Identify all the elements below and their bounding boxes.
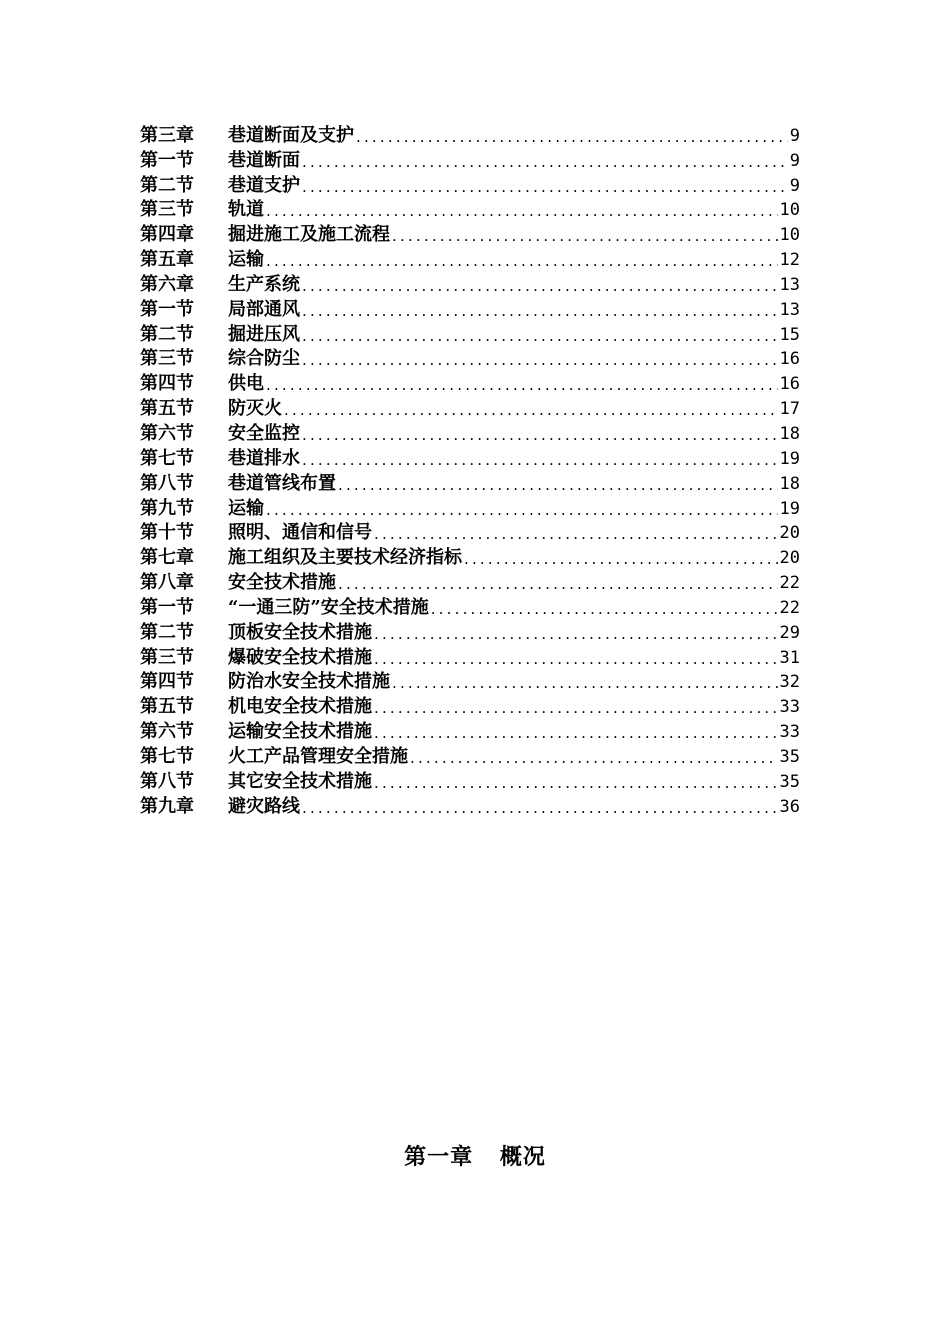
toc-entry-number: 第二节: [140, 323, 194, 345]
toc-entry-title: 火工产品管理安全措施: [228, 745, 408, 767]
toc-dot-leader: [374, 523, 778, 545]
toc-entry-title: 运输: [228, 249, 264, 271]
toc-entry-number: 第四节: [140, 671, 194, 693]
toc-entry[interactable]: [140, 247, 800, 272]
toc-entry[interactable]: [140, 396, 800, 421]
toc-entry[interactable]: [140, 173, 800, 198]
toc-entry[interactable]: [140, 645, 800, 670]
toc-entry[interactable]: [140, 222, 800, 247]
toc-dot-leader: [266, 200, 778, 222]
toc-entry-title: 运输: [228, 497, 264, 519]
toc-entry-page: 32: [779, 672, 800, 693]
toc-entry-title: 巷道管线布置: [228, 472, 336, 494]
toc-dot-leader: [266, 250, 778, 272]
toc-dot-leader: [302, 797, 778, 819]
toc-entry-title: 机电安全技术措施: [228, 696, 372, 718]
toc-dot-leader: [338, 474, 778, 496]
toc-entry[interactable]: [140, 545, 800, 570]
toc-entry-number: 第四节: [140, 373, 194, 395]
toc-entry-number: 第三节: [140, 646, 194, 668]
toc-entry-number: 第五章: [140, 249, 194, 271]
toc-entry[interactable]: [140, 496, 800, 521]
toc-entry-page: 16: [779, 374, 800, 395]
toc-entry[interactable]: [140, 769, 800, 794]
toc-dot-leader: [374, 772, 778, 794]
toc-entry-title: 防灭火: [228, 398, 282, 420]
toc-entry-number: 第五节: [140, 696, 194, 718]
toc-entry-number: 第六节: [140, 422, 194, 444]
toc-entry-page: 19: [779, 498, 800, 519]
toc-entry-page: 10: [779, 225, 800, 246]
toc-entry[interactable]: [140, 347, 800, 372]
toc-entry[interactable]: [140, 620, 800, 645]
toc-entry-page: 35: [779, 771, 800, 792]
toc-entry[interactable]: [140, 744, 800, 769]
toc-entry-title: 巷道断面及支护: [228, 124, 354, 146]
toc-entry-title: 其它安全技术措施: [228, 770, 372, 792]
toc-entry-title: 运输安全技术措施: [228, 721, 372, 743]
toc-entry-page: 18: [779, 473, 800, 494]
toc-entry-number: 第八章: [140, 572, 194, 594]
toc-dot-leader: [302, 349, 778, 371]
toc-entry-page: 13: [779, 274, 800, 295]
toc-entry-title: 施工组织及主要技术经济指标: [228, 547, 462, 569]
toc-entry-number: 第八节: [140, 472, 194, 494]
toc-dot-leader: [302, 300, 778, 322]
toc-entry[interactable]: [140, 148, 800, 173]
toc-entry-title: 安全技术措施: [228, 572, 336, 594]
toc-entry-number: 第七节: [140, 447, 194, 469]
toc-entry[interactable]: [140, 719, 800, 744]
toc-entry[interactable]: [140, 471, 800, 496]
toc-dot-leader: [302, 275, 778, 297]
toc-entry-number: 第二节: [140, 621, 194, 643]
toc-entry[interactable]: [140, 446, 800, 471]
toc-entry-page: 18: [779, 423, 800, 444]
toc-entry-number: 第九节: [140, 497, 194, 519]
toc-entry-page: 31: [779, 647, 800, 668]
toc-entry[interactable]: [140, 421, 800, 446]
toc-entry[interactable]: [140, 694, 800, 719]
toc-dot-leader: [374, 623, 778, 645]
toc-entry-title: 照明、通信和信号: [228, 522, 372, 544]
toc-entry-title: 掘进施工及施工流程: [228, 224, 390, 246]
toc-dot-leader: [284, 399, 778, 421]
toc-entry-page: 9: [789, 150, 800, 171]
toc-entry-page: 17: [779, 399, 800, 420]
toc-dot-leader: [338, 573, 778, 595]
toc-dot-leader: [302, 325, 778, 347]
toc-dot-leader: [302, 176, 788, 198]
toc-dot-leader: [410, 747, 778, 769]
toc-entry-page: 20: [779, 523, 800, 544]
toc-entry-number: 第一节: [140, 298, 194, 320]
toc-dot-leader: [302, 449, 778, 471]
toc-entry-title: 巷道断面: [228, 149, 300, 171]
toc-dot-leader: [464, 548, 778, 570]
toc-dot-leader: [392, 225, 778, 247]
toc-dot-leader: [302, 151, 788, 173]
toc-dot-leader: [356, 126, 788, 148]
toc-entry-number: 第七节: [140, 745, 194, 767]
toc-entry-page: 9: [789, 125, 800, 146]
toc-entry-number: 第六章: [140, 273, 194, 295]
toc-entry-title: 避灾路线: [228, 795, 300, 817]
toc-entry-page: 36: [779, 796, 800, 817]
toc-dot-leader: [374, 697, 778, 719]
toc-entry-page: 22: [779, 573, 800, 594]
toc-entry[interactable]: [140, 595, 800, 620]
table-of-contents: [140, 123, 800, 819]
toc-entry-title: 防治水安全技术措施: [228, 671, 390, 693]
toc-entry-title: 顶板安全技术措施: [228, 621, 372, 643]
toc-entry-title: 巷道支护: [228, 174, 300, 196]
toc-entry-number: 第三章: [140, 124, 194, 146]
toc-entry-number: 第二节: [140, 174, 194, 196]
toc-entry-page: 12: [779, 250, 800, 271]
toc-entry-number: 第一节: [140, 596, 194, 618]
toc-entry-page: 22: [779, 597, 800, 618]
toc-entry-page: 13: [779, 299, 800, 320]
toc-entry-number: 第三节: [140, 348, 194, 370]
toc-dot-leader: [392, 672, 778, 694]
toc-entry[interactable]: [140, 670, 800, 695]
toc-entry-title: 生产系统: [228, 273, 300, 295]
chapter-heading: 第一章 概况: [404, 1144, 546, 1170]
toc-entry-page: 20: [779, 548, 800, 569]
toc-entry-page: 35: [779, 746, 800, 767]
toc-entry-page: 19: [779, 448, 800, 469]
toc-entry-page: 15: [779, 324, 800, 345]
toc-dot-leader: [266, 499, 778, 521]
toc-entry-title: “一通三防”安全技术措施: [228, 596, 429, 618]
toc-entry-page: 16: [779, 349, 800, 370]
toc-entry-number: 第五节: [140, 398, 194, 420]
toc-entry-number: 第一节: [140, 149, 194, 171]
toc-entry[interactable]: [140, 794, 800, 819]
toc-entry-page: 10: [779, 200, 800, 221]
toc-entry-number: 第三节: [140, 199, 194, 221]
toc-entry-number: 第九章: [140, 795, 194, 817]
toc-entry-number: 第七章: [140, 547, 194, 569]
toc-entry-number: 第八节: [140, 770, 194, 792]
toc-entry-title: 巷道排水: [228, 447, 300, 469]
toc-entry-number: 第十节: [140, 522, 194, 544]
toc-entry-title: 局部通风: [228, 298, 300, 320]
toc-entry-title: 供电: [228, 373, 264, 395]
toc-entry[interactable]: [140, 521, 800, 546]
toc-dot-leader: [431, 598, 778, 620]
toc-dot-leader: [374, 648, 778, 670]
toc-entry[interactable]: [140, 322, 800, 347]
toc-entry-page: 9: [789, 175, 800, 196]
toc-dot-leader: [302, 424, 778, 446]
toc-entry-page: 29: [779, 622, 800, 643]
toc-entry[interactable]: [140, 570, 800, 595]
toc-entry[interactable]: [140, 297, 800, 322]
toc-entry-title: 安全监控: [228, 422, 300, 444]
toc-entry-title: 综合防尘: [228, 348, 300, 370]
toc-entry-number: 第六节: [140, 721, 194, 743]
toc-entry[interactable]: [140, 123, 800, 148]
toc-dot-leader: [374, 722, 778, 744]
toc-entry-page: 33: [779, 722, 800, 743]
toc-entry-title: 爆破安全技术措施: [228, 646, 372, 668]
toc-entry[interactable]: [140, 272, 800, 297]
toc-entry-title: 轨道: [228, 199, 264, 221]
toc-entry-title: 掘进压风: [228, 323, 300, 345]
toc-entry[interactable]: [140, 198, 800, 223]
toc-entry-page: 33: [779, 697, 800, 718]
toc-entry-number: 第四章: [140, 224, 194, 246]
toc-entry[interactable]: [140, 371, 800, 396]
toc-dot-leader: [266, 374, 778, 396]
